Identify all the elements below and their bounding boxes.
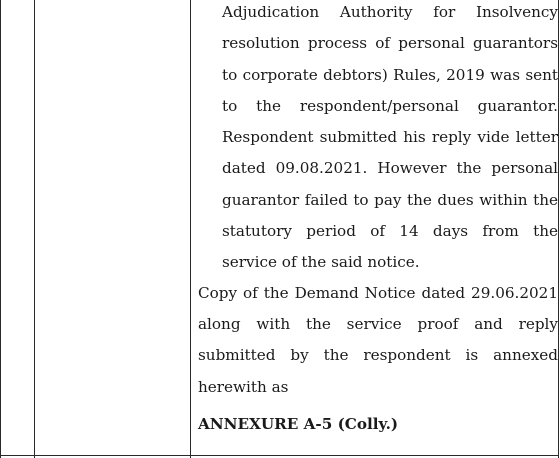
body-paragraph — [198, 278, 558, 403]
indented-paragraph: Adjudication Authority for Insolvency resolution process of personal guarantors to corporate debtors) Rules, 2019 was sent to the respondent/personal guarantor. Respondent submitted his reply vide letter dated 09.08.2021. However the personal guarantor failed to pay the dues within the statutory period of 14 days from the service of the said notice. — [222, 3, 558, 272]
table-border-left — [0, 0, 1, 458]
table-column-divider-2 — [190, 0, 191, 458]
paragraph-text: Copy of the Demand Notice dated 29.06.2021 along with the service proof and reply submitted by the respondent is annexed herewith as — [198, 283, 558, 396]
table-column-divider-1 — [34, 0, 35, 458]
table-border-right — [558, 0, 559, 458]
table-cell-text — [198, 0, 558, 444]
annexure-label: ANNEXURE A-5 (Colly.) — [198, 414, 399, 433]
table-row-bottom-border — [0, 455, 559, 456]
